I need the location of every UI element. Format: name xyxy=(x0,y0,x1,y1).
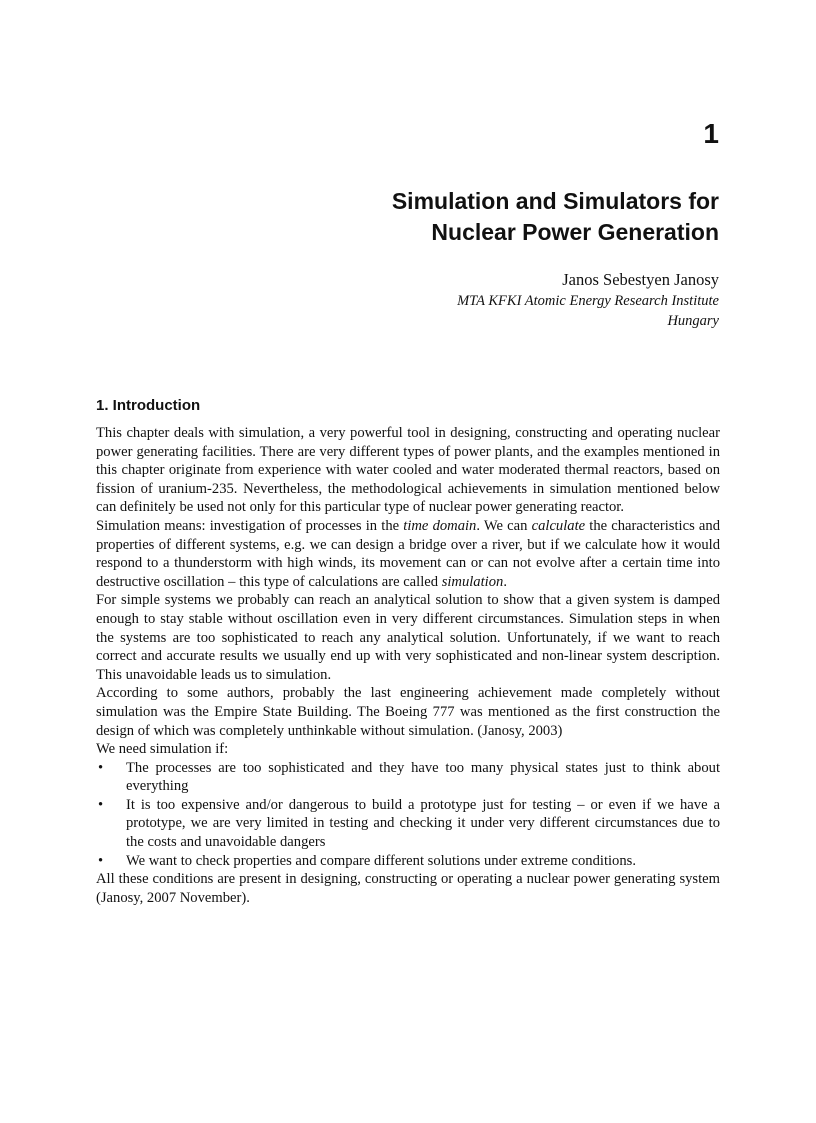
bullet-text-2: It is too expensive and/or dangerous to build a prototype just for testing – or even if we have a prototype, we are very limited in testing and checking it under very different circumstances due to the costs and unavoidable dangers xyxy=(126,796,720,851)
bullet-item-3 xyxy=(96,852,720,871)
affiliation-institute: MTA KFKI Atomic Energy Research Institute xyxy=(457,293,719,309)
bullet-item-2 xyxy=(96,796,720,852)
chapter-title-line-1: Simulation and Simulators for xyxy=(391,188,719,214)
bullet-item-1 xyxy=(96,759,720,796)
paragraph-2-emphasis-time-domain: time domain xyxy=(403,517,477,534)
paragraph-2-emphasis-calculate: calculate xyxy=(531,517,586,534)
author-name: Janos Sebestyen Janosy xyxy=(562,270,719,289)
paragraph-2-part-g: . xyxy=(503,573,507,590)
bullet-icon: • xyxy=(98,759,104,776)
chapter-number: 1 xyxy=(703,118,719,149)
paragraph-3: For simple systems we probably can reach an analytical solution to show that a given system is damped enough to stay stable without oscillation even in very different circumstances. Simulation steps in when the systems are too sophisticated to reach any analytical solution. Unfortunately, if we want to reach correct and accurate results we usually end up with very sophisticated and non-linear system description. This unavoidable leads us to simulation. xyxy=(96,592,720,683)
author-affiliation xyxy=(457,291,719,331)
paragraph-6: All these conditions are present in designing, constructing or operating a nuclear power generating system (Janosy, 2007 November). xyxy=(96,871,720,906)
affiliation-country: Hungary xyxy=(667,313,719,329)
section-body xyxy=(96,424,720,907)
paragraph-2-part-e: the characteristics and properties of different systems, e.g. we can design a bridge over a river, but if we calculate how it would respond to a thunderstorm with high winds, its movement can or can not evolve after a certain time into destructive oscillation – this type of calculations are called xyxy=(96,517,720,590)
paragraph-2-part-a: Simulation means: investigation of processes in the xyxy=(96,517,404,534)
paragraph-2-emphasis-simulation: simulation xyxy=(441,573,504,590)
paragraph-2-part-c: . We can xyxy=(476,517,532,534)
bullet-text-3: We want to check properties and compare different solutions under extreme conditions. xyxy=(126,852,636,869)
chapter-title-line-2: Nuclear Power Generation xyxy=(431,219,719,245)
bullet-text-1: The processes are too sophisticated and they have too many physical states just to think about everything xyxy=(126,759,720,795)
paragraph-2 xyxy=(96,517,720,591)
bullet-icon: • xyxy=(98,796,104,813)
chapter-title xyxy=(159,186,719,248)
bullet-icon: • xyxy=(98,852,104,869)
paragraph-1: This chapter deals with simulation, a very powerful tool in designing, constructing and operating nuclear power generating facilities. There are very different types of power plants, and the examples mentioned in this chapter originate from experience with water cooled and water moderated thermal reactors, based on fission of uranium-235. Nevertheless, the methodological achievements in simulation mentioned below can definitely be used not only for this particular type of nuclear power generating reactor. xyxy=(96,425,720,516)
paragraph-5: We need simulation if: xyxy=(96,741,229,758)
section-heading: 1. Introduction xyxy=(96,397,201,414)
paragraph-4: According to some authors, probably the last engineering achievement made completely without simulation was the Empire State Building. The Boeing 777 was mentioned as the first construction the design of which was completely unthinkable without simulation. (Janosy, 2003) xyxy=(96,685,720,739)
bullet-list xyxy=(96,759,720,871)
